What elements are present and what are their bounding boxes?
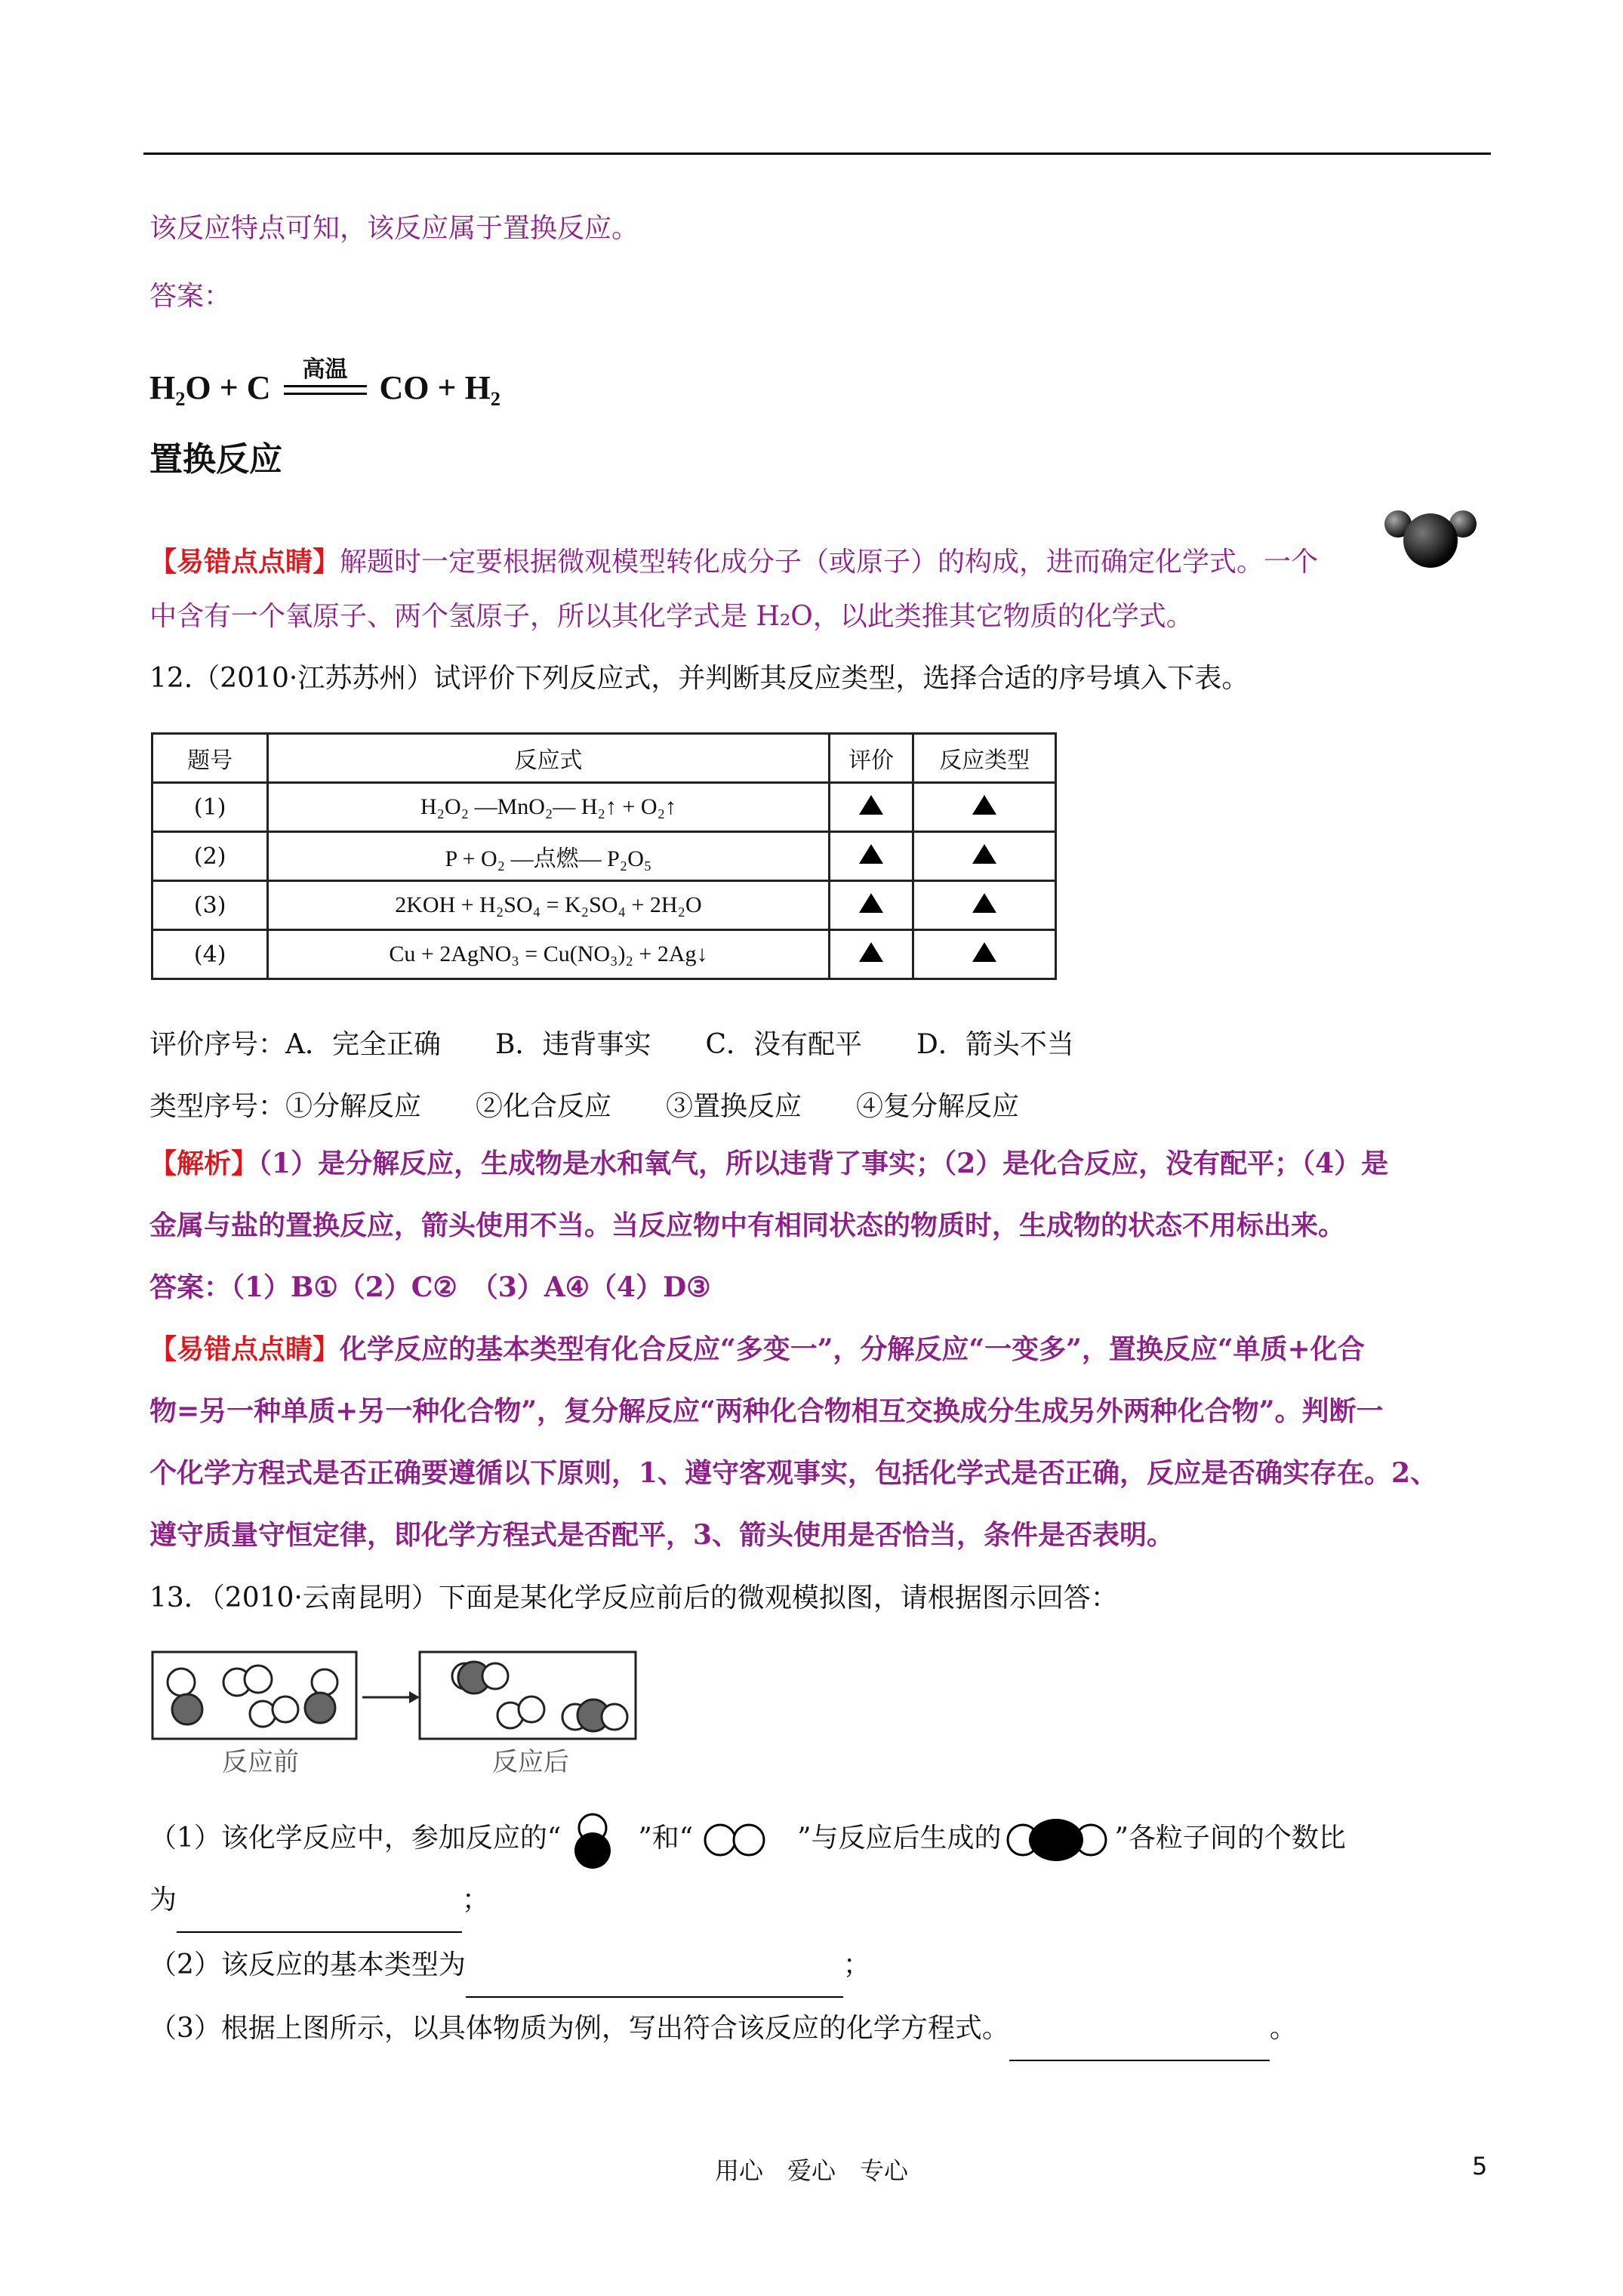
table-row (152, 783, 1056, 832)
tip1-label: 【易错点点睛】 (149, 546, 340, 578)
q13-p1-line2 (149, 1869, 1493, 1933)
q13-p1-a: （1）该化学反应中，参加反应的“ (149, 1823, 562, 1854)
row-no: (4) (152, 930, 268, 979)
q13-p1-c: ”与反应后生成的 (797, 1823, 1002, 1854)
table-header-row (152, 734, 1056, 783)
header-eval: 评价 (829, 734, 913, 783)
tip2-text-2: 物=另一种单质+另一种化合物”，复分解反应“两种化合物相互交换成分生成另外两种化合物”。判断一 (149, 1395, 1384, 1427)
q13-p1-d: ”各粒子间的个数比 (1114, 1823, 1346, 1854)
label-before: 反应前 (222, 1747, 299, 1777)
triangle-icon (972, 893, 996, 913)
row-no: (1) (152, 783, 268, 832)
tip2-line1 (149, 1318, 1493, 1380)
tip1-text-a: 解题时一定要根据微观模型转化成分子（或原子）的构成，进而确定化学式。一个 (340, 547, 1319, 578)
answer-label: 答案： (149, 281, 232, 312)
equation (149, 356, 500, 407)
triangle-icon (859, 844, 883, 864)
q12-stem: 12.（2010·江苏苏州）试评价下列反应式，并判断其反应类型，选择合适的序号填入下表。 (149, 663, 1249, 694)
row-type (913, 783, 1056, 832)
row-formula: Cu + 2AgNO₃ = Cu(NO₃)₂ + 2Ag↓ (268, 930, 829, 979)
row-formula: 2KOH + H₂SO₄ = K₂SO₄ + 2H₂O (268, 881, 829, 930)
q13-stem: 13．（2010·云南昆明）下面是某化学反应前后的微观模拟图，请根据图示回答： (149, 1583, 1118, 1613)
q13-p3-line (149, 1998, 1493, 2061)
q13-p3: （3）根据上图所示，以具体物质为例，写出符合该反应的化学方程式。 (149, 2013, 1009, 2044)
tip1-text-b: 中含有一个氧原子、两个氢原子，所以其化学式是 H₂O，以此类推其它物质的化学式。 (149, 601, 1193, 632)
reaction-type-answer: 置换反应 (149, 440, 282, 479)
table-row (152, 930, 1056, 979)
q13-reaction-diagram (148, 1646, 646, 1782)
tip2-text-3: 个化学方程式是否正确要遵循以下原则，1、遵守客观事实，包括化学式是否正确，反应是否确实存在。2、 (149, 1457, 1438, 1489)
row-formula: P + O₂ —点燃— P₂O₅ (268, 832, 829, 881)
molecule-b-icon (693, 1821, 784, 1859)
q13-p2: （2）该反应的基本类型为 (149, 1949, 466, 1980)
equation-condition: 高温 (302, 356, 348, 383)
q13-p1-end: ； (462, 1885, 490, 1915)
q12-table (151, 732, 1057, 980)
triangle-icon (859, 942, 883, 962)
row-eval (829, 881, 913, 930)
answer-blank-equation[interactable] (1009, 1998, 1270, 2061)
q13-p3-end: 。 (1269, 2013, 1297, 2044)
q13-p1 (149, 1808, 1508, 1869)
analysis-text-b: 金属与盐的置换反应，箭头使用不当。当反应物中有相同状态的物质时，生成物的状态不用标出来。 (149, 1210, 1346, 1241)
row-no: (2) (152, 832, 268, 881)
equation-left: H₂O + C (149, 369, 271, 406)
q13-p2-line (149, 1934, 1493, 1998)
header-rule (143, 153, 1491, 155)
page-number: 5 (1472, 2152, 1488, 2180)
water-molecule-icon (1381, 504, 1480, 572)
label-after: 反应后 (492, 1747, 569, 1777)
tip2-label: 【易错点点睛】 (149, 1333, 340, 1365)
footer-motto: 用心 爱心 专心 (714, 2156, 908, 2185)
row-no: (3) (152, 881, 268, 930)
molecule-a-icon (562, 1811, 623, 1869)
triangle-icon (972, 942, 996, 962)
q13-p1-b: ”和“ (638, 1823, 694, 1854)
answer-intro: 该反应特点可知，该反应属于置换反应。 (149, 213, 639, 244)
analysis-text-a: （1）是分解反应，生成物是水和氧气，所以违背了事实；（2）是化合反应，没有配平；（4）是 (258, 1148, 1389, 1179)
answer-blank-ratio[interactable] (177, 1869, 462, 1933)
q12-eval-options: 评价序号：A．完全正确 B．违背事实 C．没有配平 D．箭头不当 (149, 1029, 1074, 1060)
answer-blank-type[interactable] (466, 1934, 843, 1998)
table-row (152, 832, 1056, 881)
equation-arrow (284, 356, 367, 406)
row-type (913, 881, 1056, 930)
analysis-answer: 答案：（1）B①（2）C② （3）A④（4）D③ (149, 1271, 711, 1303)
row-eval (829, 832, 913, 881)
triangle-icon (859, 795, 883, 815)
row-type (913, 930, 1056, 979)
tip2-text-1: 化学反应的基本类型有化合反应“多变一”，分解反应“一变多”，置换反应“单质+化合 (340, 1333, 1365, 1365)
header-no: 题号 (152, 734, 268, 783)
row-eval (829, 930, 913, 979)
q13-p2-end: ； (842, 1949, 870, 1980)
row-type (913, 832, 1056, 881)
row-eval (829, 783, 913, 832)
q13-p1-e: 为 (149, 1885, 177, 1915)
table-row (152, 881, 1056, 930)
tip1-line1 (149, 531, 1387, 593)
equation-right: CO + H₂ (379, 369, 500, 406)
triangle-icon (859, 893, 883, 913)
triangle-icon (972, 795, 996, 815)
row-formula: H₂O₂ —MnO₂— H₂↑ + O₂↑ (268, 783, 829, 832)
q12-type-options: 类型序号：①分解反应 ②化合反应 ③置换反应 ④复分解反应 (149, 1091, 1020, 1122)
header-formula: 反应式 (268, 734, 829, 783)
header-type: 反应类型 (913, 734, 1056, 783)
molecule-c-icon (1002, 1817, 1115, 1863)
tip2-text-4: 遵守质量守恒定律，即化学方程式是否配平，3、箭头使用是否恰当，条件是否表明。 (149, 1519, 1175, 1551)
analysis-label: 【解析】 (149, 1148, 259, 1179)
triangle-icon (972, 844, 996, 864)
